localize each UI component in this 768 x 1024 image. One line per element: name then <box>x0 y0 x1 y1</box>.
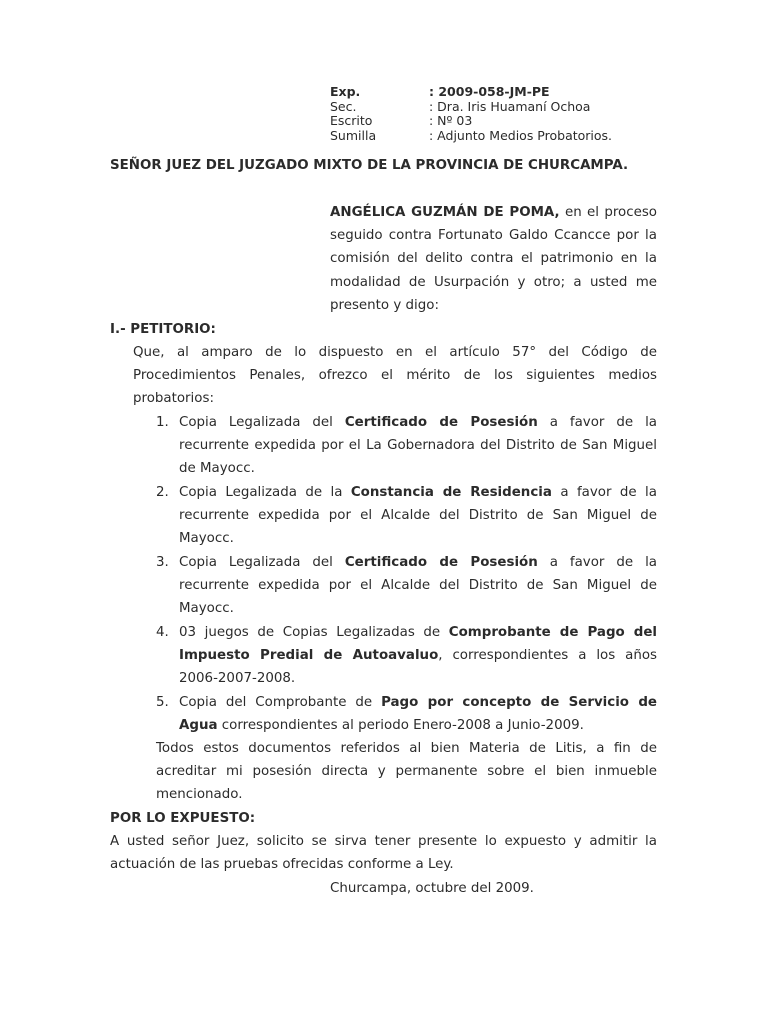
item-text <box>179 691 657 737</box>
conclusion-text: A usted señor Juez, solicito se sirva tener presente lo expuesto y admitir la actuación de las pruebas ofrecidas conforme a Ley. <box>110 834 657 873</box>
header-row-exp <box>330 85 612 100</box>
item-number: 2. <box>156 485 169 500</box>
header-label: Exp. <box>330 84 361 99</box>
header-row-sumilla <box>330 129 612 144</box>
item-number: 4. <box>156 625 169 640</box>
item-pre: Copia Legalizada del <box>179 555 345 570</box>
item-pre: Copia Legalizada de la <box>179 485 351 500</box>
item-bold: Certificado de Posesión <box>344 415 538 430</box>
header-label: Escrito <box>330 113 373 129</box>
header-value: : Dra. Iris Huamaní Ochoa <box>429 98 591 114</box>
intro-text: en el proceso seguido contra Fortunato Galdo Ccancce por la comisión del delito contra el patrimonio en la modalidad de Usurpación y otro; a usted me presento y digo: <box>330 205 657 313</box>
item-post: correspondientes al periodo Enero-2008 a Junio-2009. <box>217 718 584 734</box>
item-post: a favor de la recurrente expedida por el La Gobernadora del Distrito de San Miguel de Mayocc. <box>179 415 657 477</box>
item-number: 5. <box>156 695 169 710</box>
header-label: Sumilla <box>330 127 377 143</box>
header-value: : Adjunto Medios Probatorios. <box>429 127 613 143</box>
item-number: 3. <box>156 555 169 570</box>
item-post: , correspondientes a los años 2006-2007-2008. <box>179 648 657 687</box>
item-text <box>179 481 657 551</box>
petitorio-paragraph: Que, al amparo de lo dispuesto en el artículo 57° del Código de Procedimientos Penales, ofrezco el mérito de los siguientes medios probatorios: <box>133 345 657 407</box>
item-pre: 03 juegos de Copias Legalizadas de <box>179 625 449 640</box>
header-row-sec <box>330 100 612 115</box>
item-bold: Comprobante de Pago del Impuesto Predial de Autoavaluo <box>179 625 657 664</box>
plaintiff-name: ANGÉLICA GUZMÁN DE POMA, <box>330 205 560 220</box>
header-value: : 2009-058-JM-PE <box>429 84 550 99</box>
item-pre: Copia Legalizada del <box>179 415 345 430</box>
item-bold: Pago por concepto de Servicio de Agua <box>179 695 657 734</box>
item-post: a favor de la recurrente expedida por el Alcalde del Distrito de San Miguel de Mayocc. <box>179 555 657 617</box>
item-number: 1. <box>156 415 169 430</box>
item-text <box>179 551 657 621</box>
header-label: Sec. <box>330 98 357 114</box>
addressee: SEÑOR JUEZ DEL JUZGADO MIXTO DE LA PROVINCIA DE CHURCAMPA. <box>110 158 629 173</box>
item-bold: Certificado de Posesión <box>344 555 538 570</box>
closing-paragraph: Todos estos documentos referidos al bien Materia de Litis, a fin de acreditar mi posesión directa y permanente sobre el bien inmueble mencionado. <box>156 741 657 803</box>
item-text <box>179 621 657 691</box>
conclusion-heading: POR LO EXPUESTO: <box>110 811 256 826</box>
item-post: a favor de la recurrente expedida por el Alcalde del Distrito de San Miguel de Mayocc. <box>179 485 657 547</box>
case-header <box>330 85 612 143</box>
intro-paragraph <box>330 201 657 317</box>
header-row-escrito <box>330 114 612 129</box>
item-pre: Copia del Comprobante de <box>179 695 382 710</box>
item-text <box>179 411 657 481</box>
petitorio-heading: I.- PETITORIO: <box>110 322 216 337</box>
header-value: : Nº 03 <box>429 113 473 129</box>
place-date: Churcampa, octubre del 2009. <box>330 881 534 896</box>
item-bold: Constancia de Residencia <box>350 485 552 500</box>
